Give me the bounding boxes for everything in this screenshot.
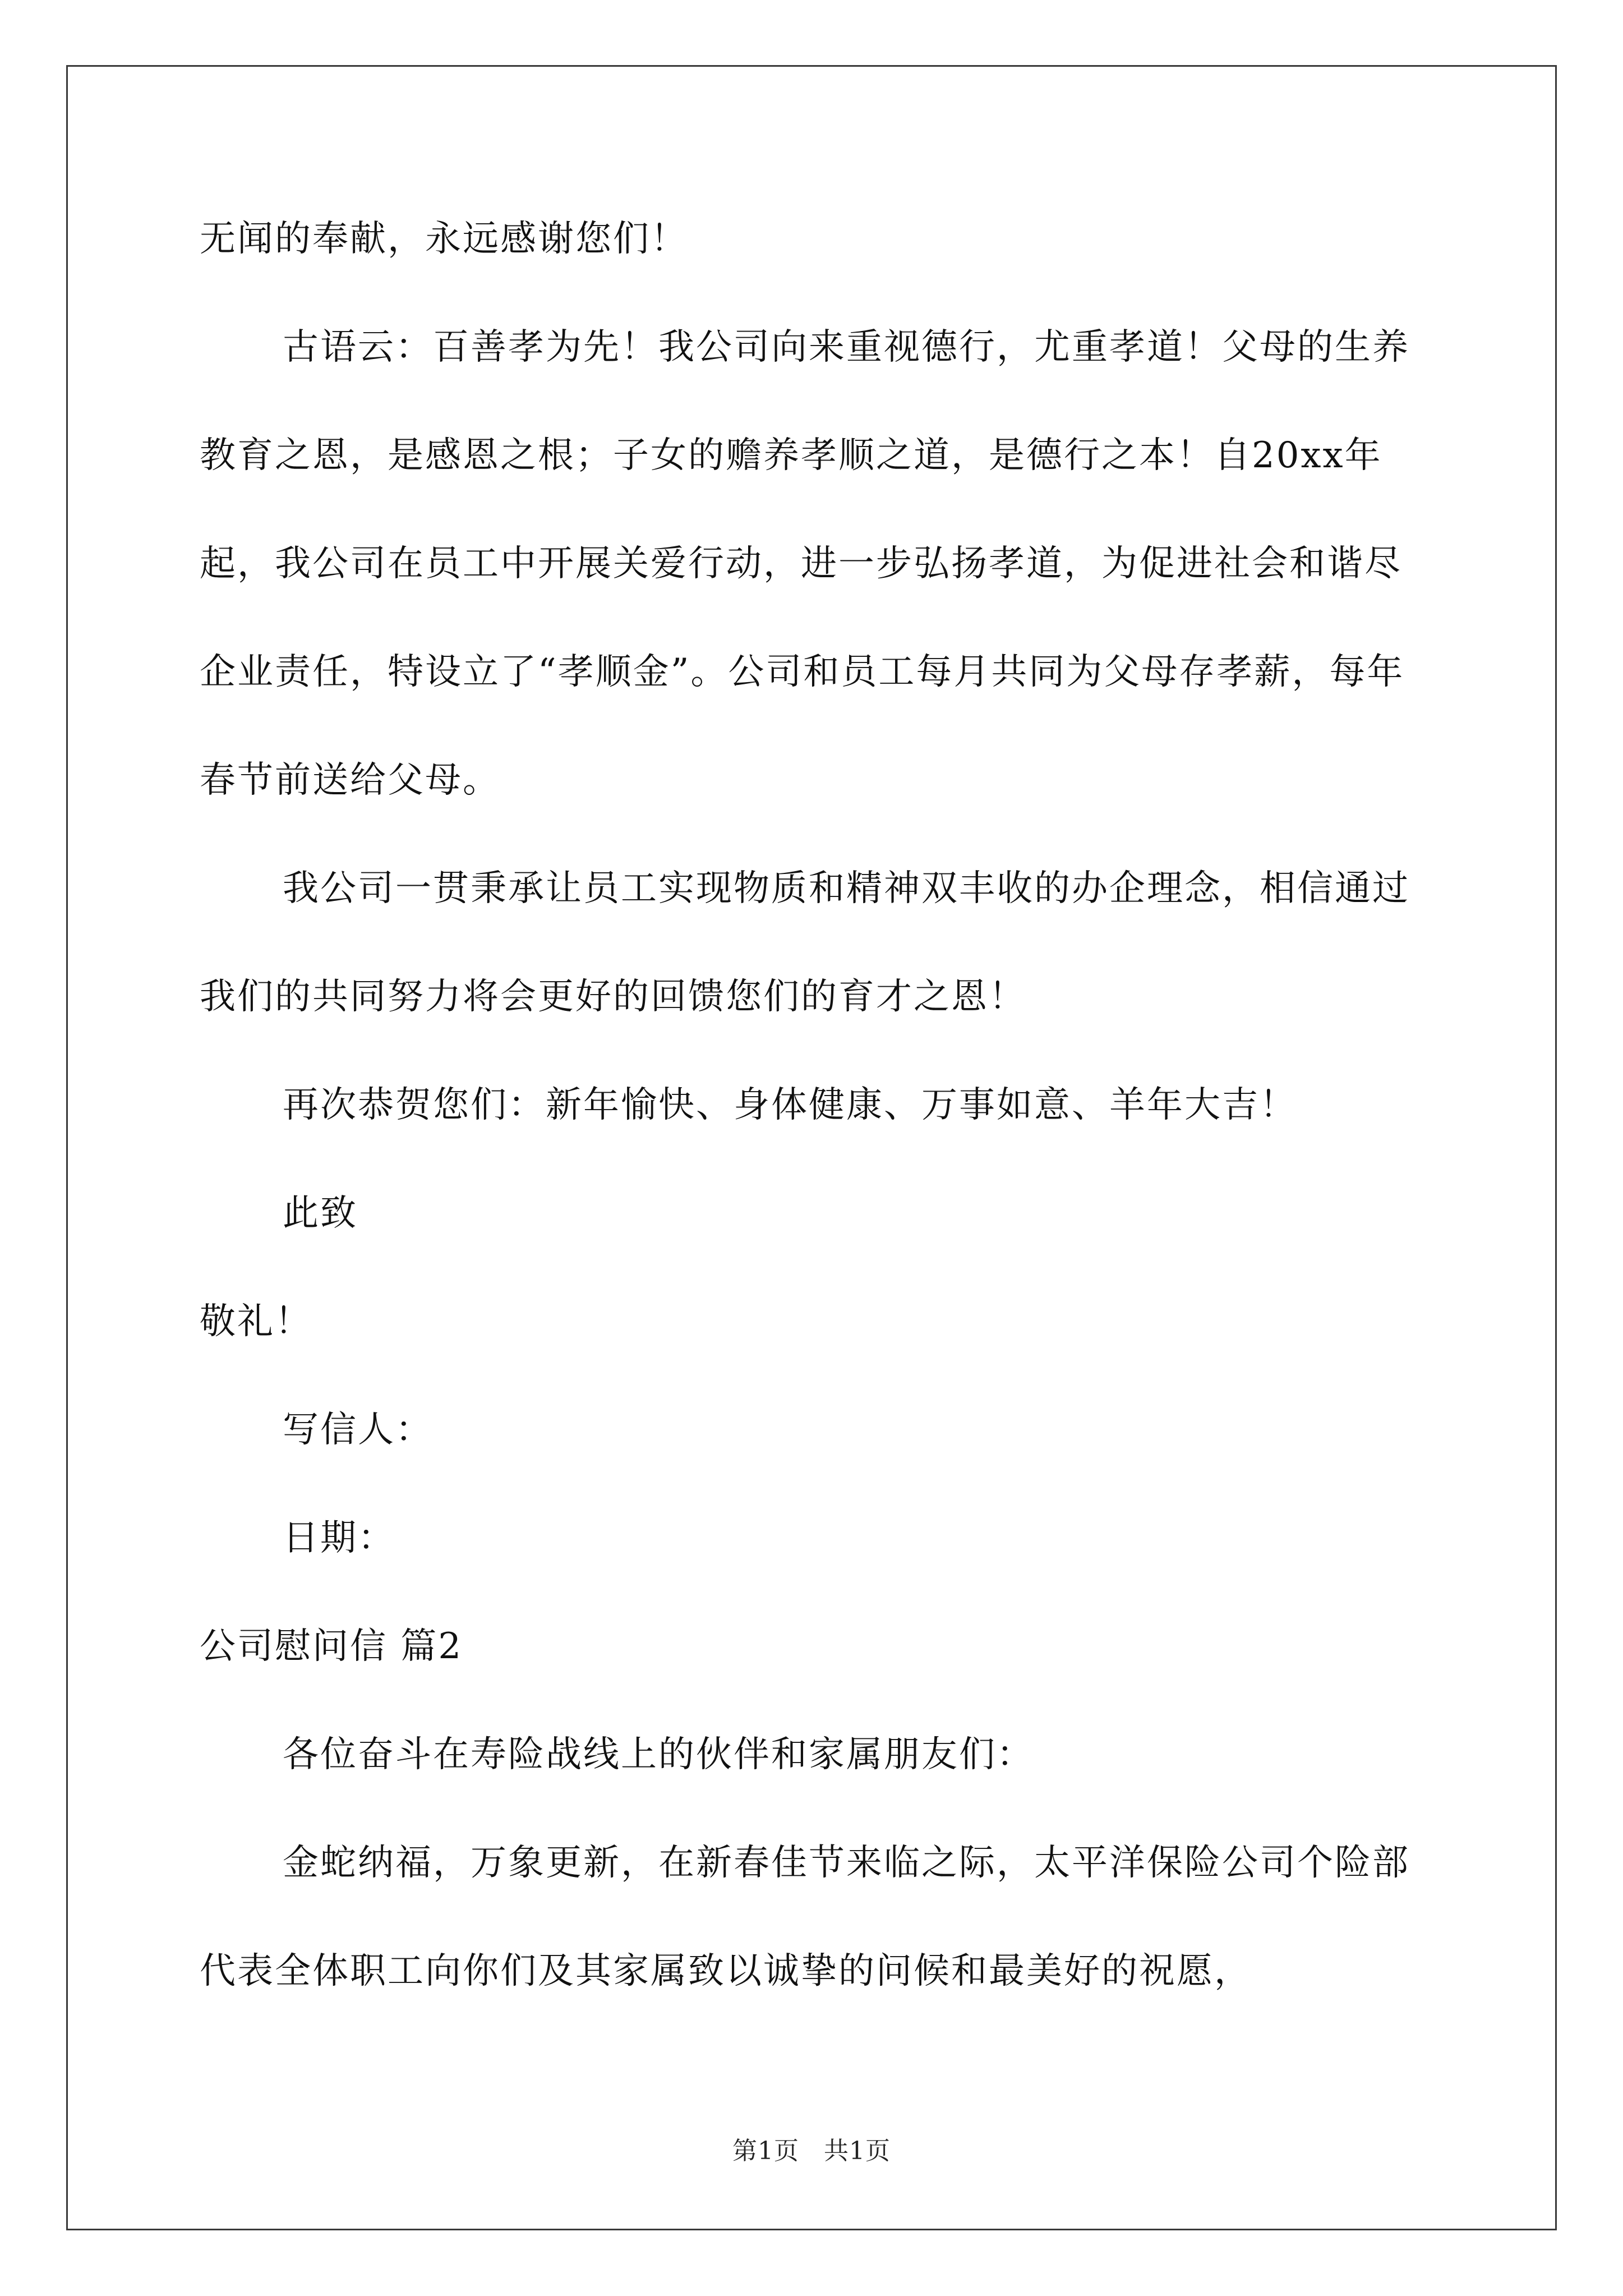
signature-date-label: 日期： — [283, 1517, 395, 1559]
section-heading: 公司慰问信 篇2 — [200, 1626, 463, 1667]
page-footer — [0, 2131, 1623, 2166]
page-number: 第1页 — [732, 2137, 799, 2165]
section-paragraph-1: 金蛇纳福，万象更新，在新春佳节来临之际，太平洋保险公司个险部代表全体职工向你们及其家属致以诚挚的问候和最美好的祝愿， — [200, 1842, 1410, 1992]
paragraph-3: 我公司一贯秉承让员工实现物质和精神双丰收的办企理念，相信通过我们的共同努力将会更好的回馈您们的育才之恩！ — [200, 868, 1410, 1018]
paragraph-2: 古语云：百善孝为先！我公司向来重视德行，尤重孝道！父母的生养教育之恩，是感恩之根；子女的赡养孝顺之道，是德行之本！自20xx年起，我公司在员工中开展关爱行动，进一步弘扬孝道，为促进社会和谐尽企业责任，特设立了“孝顺金”。公司和员工每月共同为父母存孝薪，每年春节前送给父母。 — [200, 326, 1410, 801]
section-greeting: 各位奋斗在寿险战线上的伙伴和家属朋友们： — [283, 1734, 1034, 1775]
closing-regards: 敬礼！ — [200, 1301, 312, 1342]
signature-writer-label: 写信人： — [283, 1409, 433, 1451]
paragraph-4: 再次恭贺您们：新年愉快、身体健康、万事如意、羊年大吉！ — [283, 1084, 1297, 1126]
closing-salutation: 此致 — [283, 1193, 358, 1234]
page-total: 共1页 — [824, 2137, 891, 2165]
paragraph-1: 无闻的奉献，永远感谢您们！ — [200, 218, 688, 260]
document-body — [200, 185, 1439, 2026]
